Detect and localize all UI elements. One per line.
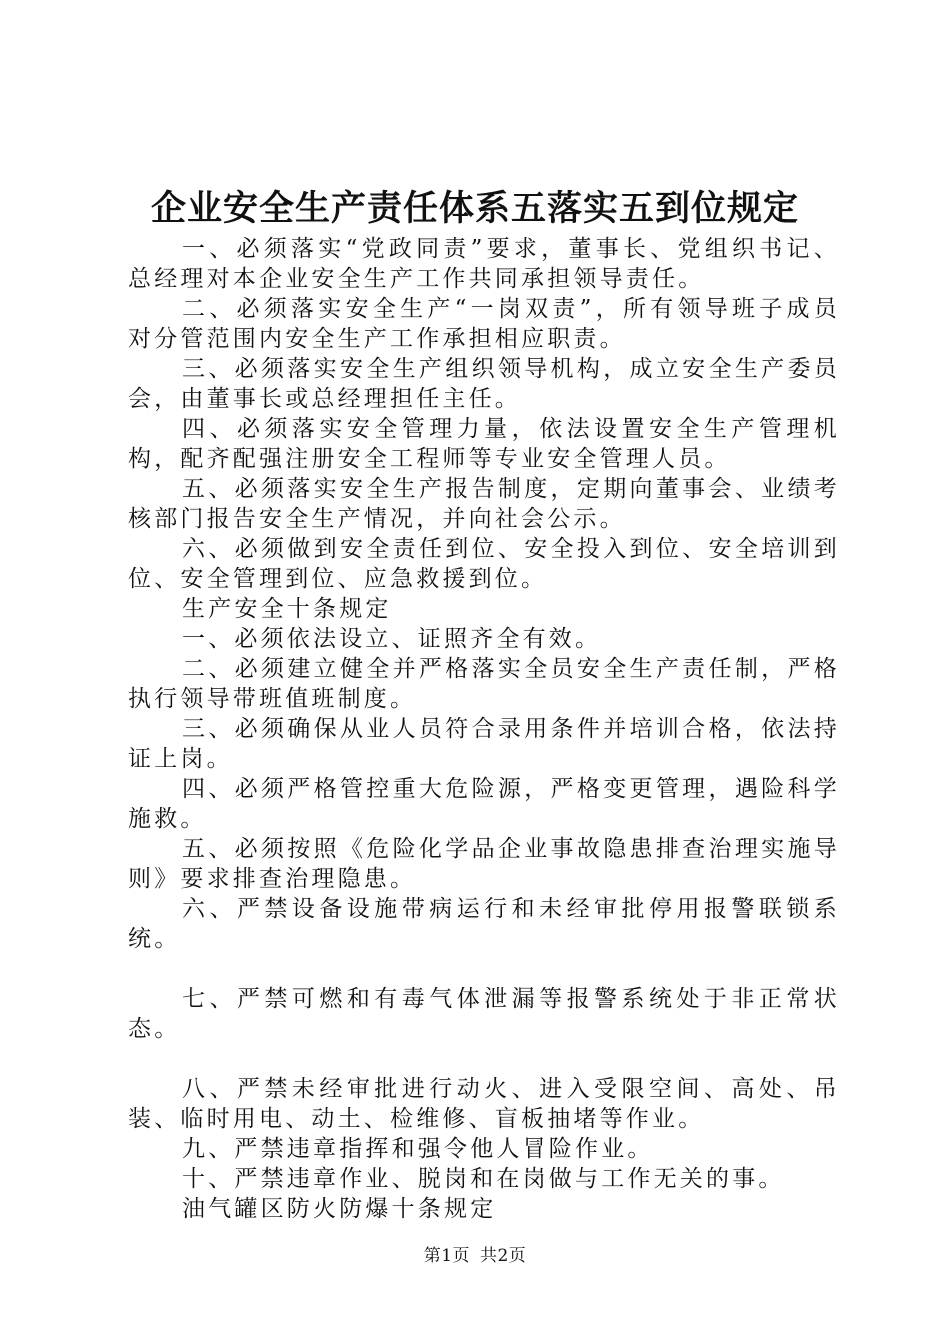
paragraph: 四、必须严格管控重大危险源，严格变更管理，遇险科学施救。 xyxy=(128,776,840,832)
page-total: 共2页 xyxy=(479,1246,527,1266)
paragraph: 九、严禁违章指挥和强令他人冒险作业。 xyxy=(182,1136,654,1162)
paragraph: 六、严禁设备设施带病运行和未经审批停用报警联锁系统。 xyxy=(128,896,840,952)
paragraph: 二、必须建立健全并严格落实全员安全生产责任制，严格执行领导带班值班制度。 xyxy=(128,656,840,712)
section-heading: 油气罐区防火防爆十条规定 xyxy=(182,1196,497,1222)
document-title: 企业安全生产责任体系五落实五到位规定 xyxy=(150,188,799,229)
paragraph: 十、严禁违章作业、脱岗和在岗做与工作无关的事。 xyxy=(182,1166,785,1192)
paragraph: 一、必须依法设立、证照齐全有效。 xyxy=(182,626,602,652)
paragraph: 五、必须按照《危险化学品企业事故隐患排查治理实施导则》要求排查治理隐患。 xyxy=(128,836,840,892)
page-number: 第1页 xyxy=(423,1246,471,1266)
paragraph: 三、必须落实安全生产组织领导机构，成立安全生产委员会，由董事长或总经理担任主任。 xyxy=(128,356,840,412)
paragraph: 三、必须确保从业人员符合录用条件并培训合格，依法持证上岗。 xyxy=(128,716,840,772)
paragraph: 七、严禁可燃和有毒气体泄漏等报警系统处于非正常状态。 xyxy=(128,986,840,1042)
page-footer xyxy=(0,1244,950,1268)
document-body xyxy=(128,234,840,1224)
paragraph: 六、必须做到安全责任到位、安全投入到位、安全培训到位、安全管理到位、应急救援到位。 xyxy=(128,536,840,592)
paragraph: 八、严禁未经审批进行动火、进入受限空间、高处、吊装、临时用电、动土、检维修、盲板抽堵等作业。 xyxy=(128,1076,840,1132)
section-heading: 生产安全十条规定 xyxy=(182,596,392,622)
paragraph: 二、必须落实安全生产“一岗双责”，所有领导班子成员对分管范围内安全生产工作承担相应职责。 xyxy=(128,296,840,352)
paragraph: 四、必须落实安全管理力量，依法设置安全生产管理机构，配齐配强注册安全工程师等专业安全管理人员。 xyxy=(128,416,840,472)
paragraph: 一、必须落实“党政同责”要求，董事长、党组织书记、总经理对本企业安全生产工作共同承担领导责任。 xyxy=(128,236,840,292)
paragraph: 五、必须落实安全生产报告制度，定期向董事会、业绩考核部门报告安全生产情况，并向社会公示。 xyxy=(128,476,840,532)
